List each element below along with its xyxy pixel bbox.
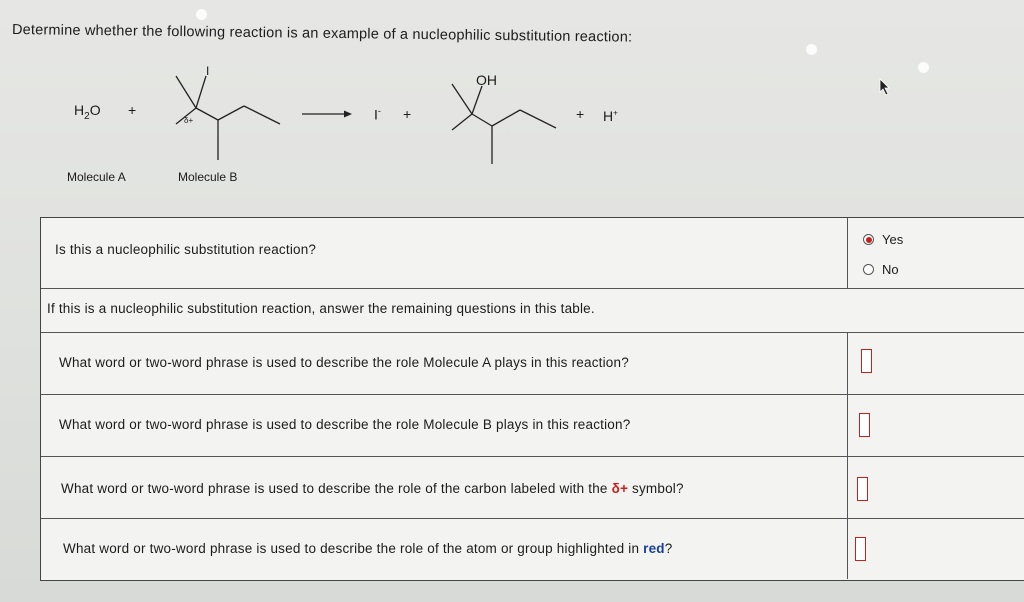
proton: H+ [603,108,618,124]
column-divider [847,395,848,456]
light-reflection [918,62,929,73]
question-text: What word or two-word phrase is used to describe the role of the carbon labeled with the δ+ symbol? [61,481,684,496]
iodine-label: I [206,64,210,78]
question-table [40,217,1024,581]
delta-plus-symbol: δ+ [611,481,629,496]
question-prompt: Determine whether the following reaction is an example of a nucleophilic substitution reaction: [11,22,633,46]
question-text: Is this a nucleophilic substitution reaction? [55,242,317,257]
column-divider [847,457,848,518]
table-row [41,519,1024,579]
option-label: Yes [882,232,904,247]
molecule-b-label: Molecule B [178,170,238,184]
table-row [41,333,1024,395]
highlight-word: red [643,541,665,556]
column-divider [847,333,848,394]
radio-button-yes[interactable] [863,234,874,245]
hydroxyl-label: OH [476,72,497,88]
plus-sign: + [576,106,585,122]
light-reflection [196,9,207,20]
instruction-text: If this is a nucleophilic substitution reaction, answer the remaining questions in this table. [47,301,595,316]
plus-sign: + [403,106,412,122]
delta-plus-label: δ+ [184,116,194,125]
reaction-scheme [0,60,700,200]
iodide-ion: I- [374,106,381,123]
question-text: What word or two-word phrase is used to describe the role Molecule A plays in this reaction? [59,355,629,370]
column-divider [847,519,848,579]
plus-sign: + [128,102,137,118]
table-row [41,457,1024,519]
light-reflection [806,44,817,55]
table-row [41,289,1024,333]
answer-input[interactable] [855,537,866,561]
answer-input[interactable] [857,477,868,501]
table-row [41,395,1024,457]
water-formula: $H_2O$ [74,102,101,122]
option-no[interactable] [863,262,899,277]
question-text: What word or two-word phrase is used to describe the role Molecule B plays in this reaction? [59,417,631,432]
table-row [41,218,1024,289]
radio-button-no[interactable] [863,264,874,275]
answer-input[interactable] [859,413,870,437]
mouse-pointer-icon [879,78,891,96]
option-label: No [882,262,899,277]
answer-input[interactable] [861,349,872,373]
molecule-a-label: Molecule A [67,170,126,184]
option-yes[interactable] [863,232,903,247]
question-text: What word or two-word phrase is used to describe the role of the atom or group highlighted in red? [63,541,673,556]
